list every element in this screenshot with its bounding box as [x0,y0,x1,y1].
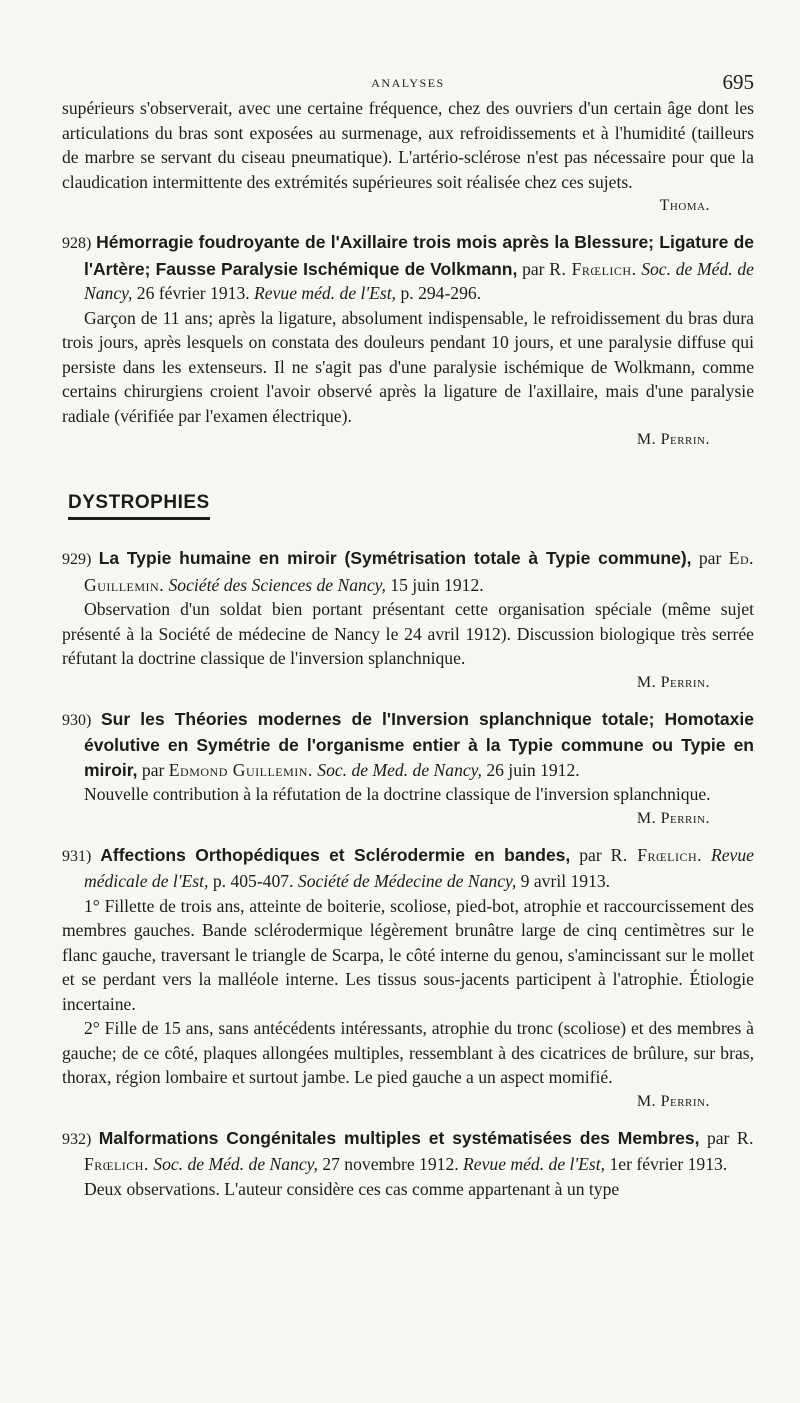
page-number: 695 [722,70,754,94]
entry-body-part-2: 2° Fille de 15 ans, sans antécédents intéressants, atrophie du tronc (scoliose) et des membres à gauche; de ce côté, plaques allongées multiples, ressemblant à des cicatrices de brûlure, sur bras, thorax, région lombaire et surtout jambe. Le pied gauche a un aspect momifié. [62,1018,754,1087]
entry-source: Soc. de Méd. de Nancy, [153,1154,318,1174]
entry-title: Affections Orthopédiques et Sclérodermie en bandes, [100,844,571,865]
entry-source: Société des Sciences de Nancy, [168,574,386,595]
by-word: par [698,548,722,568]
entry-date: 27 novembre 1912. [322,1154,459,1174]
entry-author: R. Frœlich. [610,844,703,865]
signature: M. Perrin. [636,431,710,448]
entry-body: Deux observations. L'auteur considère ces cas comme appartenant à un type [84,1178,620,1199]
entry-title: Hémorragie foudroyante de l'Axillaire trois mois après la Blessure; Ligature de l'Artère; Fausse Paralysie Ischémique de Volkmann, [84,232,754,279]
signature: Thoma. [659,197,710,214]
intro-paragraph: supérieurs s'observerait, avec une certaine fréquence, chez des ouvriers d'un certain âge dont les articulations du bras sont exposées au surmenage, aux refroidissements et à l'humidité (tailleurs de marbre se servant du ciseau pneumatique). L'artério-sclérose n'est pas nécessaire pour que la claudication intermittente des extrémités supérieures soit réalisée chez ces sujets. [62,98,754,192]
abstract-931 [62,843,754,1114]
entry-source-2: Société de Médecine de Nancy, [297,871,517,891]
entry-source: Soc. de Méd. de Nancy, [84,258,754,303]
entry-source-2: Revue méd. de l'Est, [463,1154,606,1174]
entry-number: 930) [62,711,92,729]
running-head [62,70,754,96]
entry-author: Edmond Guillemin. [168,759,313,780]
abstract-929 [62,546,754,695]
entry-body: Garçon de 11 ans; après la ligature, absolument indispensable, le refroidissement du bras dura trois jours, après lesquels on constata des douleurs pendant 10 jours, et une paralysie diffuse qui persiste dans les extenseurs. Il ne s'agit pas d'une paralysie ischémique de Wolkmann, comme certains chirurgiens croient l'avoir observé après la ligature de l'axillaire, mais d'une paralysie radiale (vérifiée par l'examen électrique). [62,307,754,426]
entry-title: Malformations Congénitales multiples et systématisées des Membres, [98,1127,700,1148]
entry-heading [62,230,754,306]
journal-page [62,70,754,1201]
entry-heading [62,1126,754,1177]
by-word: par [579,844,602,865]
signature: M. Perrin. [636,1092,710,1110]
entry-heading [62,546,754,597]
entry-number: 932) [62,1130,92,1148]
entry-number: 929) [62,551,92,568]
entry-date: 26 juin 1912. [486,759,580,780]
entry-heading [62,707,754,783]
entry-body-part-1: 1° Fillette de trois ans, atteinte de boiterie, scoliose, pied-bot, atrophie et raccourcissement des membres gauches. Bande sclérodermique légèrement brunâtre large de cinq centimètres sur le flanc gauche, traversant le triangle de Scarpa, le côté interne du genou, s'amincissant sur le mollet et se perdant vers la malléole interne. Les tissus sous-jacents participent à l'atrophie. Étiologie incertaine. [62,895,754,1014]
signature: M. Perrin. [636,673,710,691]
entry-body: Observation d'un soldat bien portant présentant cette organisation spéciale (même sujet présenté à la Société de médecine de Nancy le 24 avril 1912). Discussion biologique très serrée réfutant la doctrine classique de l'inversion splanchnique. [62,599,754,668]
entry-number: 931) [62,847,92,865]
entry-author: Ed. Guillemin. [84,548,755,595]
by-word: par [706,1127,730,1148]
section-title: DYSTROPHIES [68,492,210,520]
entry-heading [62,843,754,894]
entry-date: 9 avril 1913. [520,871,611,891]
abstract-928 [62,230,754,452]
entry-author: R. Frœlich. [549,258,637,279]
entry-date: 26 février 1913. [136,283,250,303]
entry-source: Revue médicale de l'Est, [84,844,754,891]
entry-date-2: 1er février 1913. [609,1154,728,1174]
entry-body: Nouvelle contribution à la réfutation de la doctrine classique de l'inversion splanchnique. [84,784,711,804]
entry-title: La Typie humaine en miroir (Symétrisation totale à Typie commune), [98,548,692,568]
abstract-932 [62,1126,754,1202]
entry-source: Soc. de Med. de Nancy, [317,759,482,780]
entry-number: 928) [62,235,92,252]
by-word: par [522,258,545,279]
running-title: ANALYSES [371,76,445,90]
abstract-930 [62,707,754,831]
entry-source-2: Revue méd. de l'Est, [254,283,397,303]
entry-pages: p. 294-296. [400,283,482,303]
entry-date: 15 juin 1912. [390,574,484,595]
signature: M. Perrin. [636,809,710,827]
entry-pages: p. 405-407. [212,871,294,891]
by-word: par [141,759,165,780]
entry-author: R. Frœlich. [84,1127,754,1174]
entry-title: Sur les Théories modernes de l'Inversion splanchnique totale; Homotaxie évolutive en Symétrie de l'organisme entier à la Typie commune ou Typie en miroir, [84,708,754,780]
